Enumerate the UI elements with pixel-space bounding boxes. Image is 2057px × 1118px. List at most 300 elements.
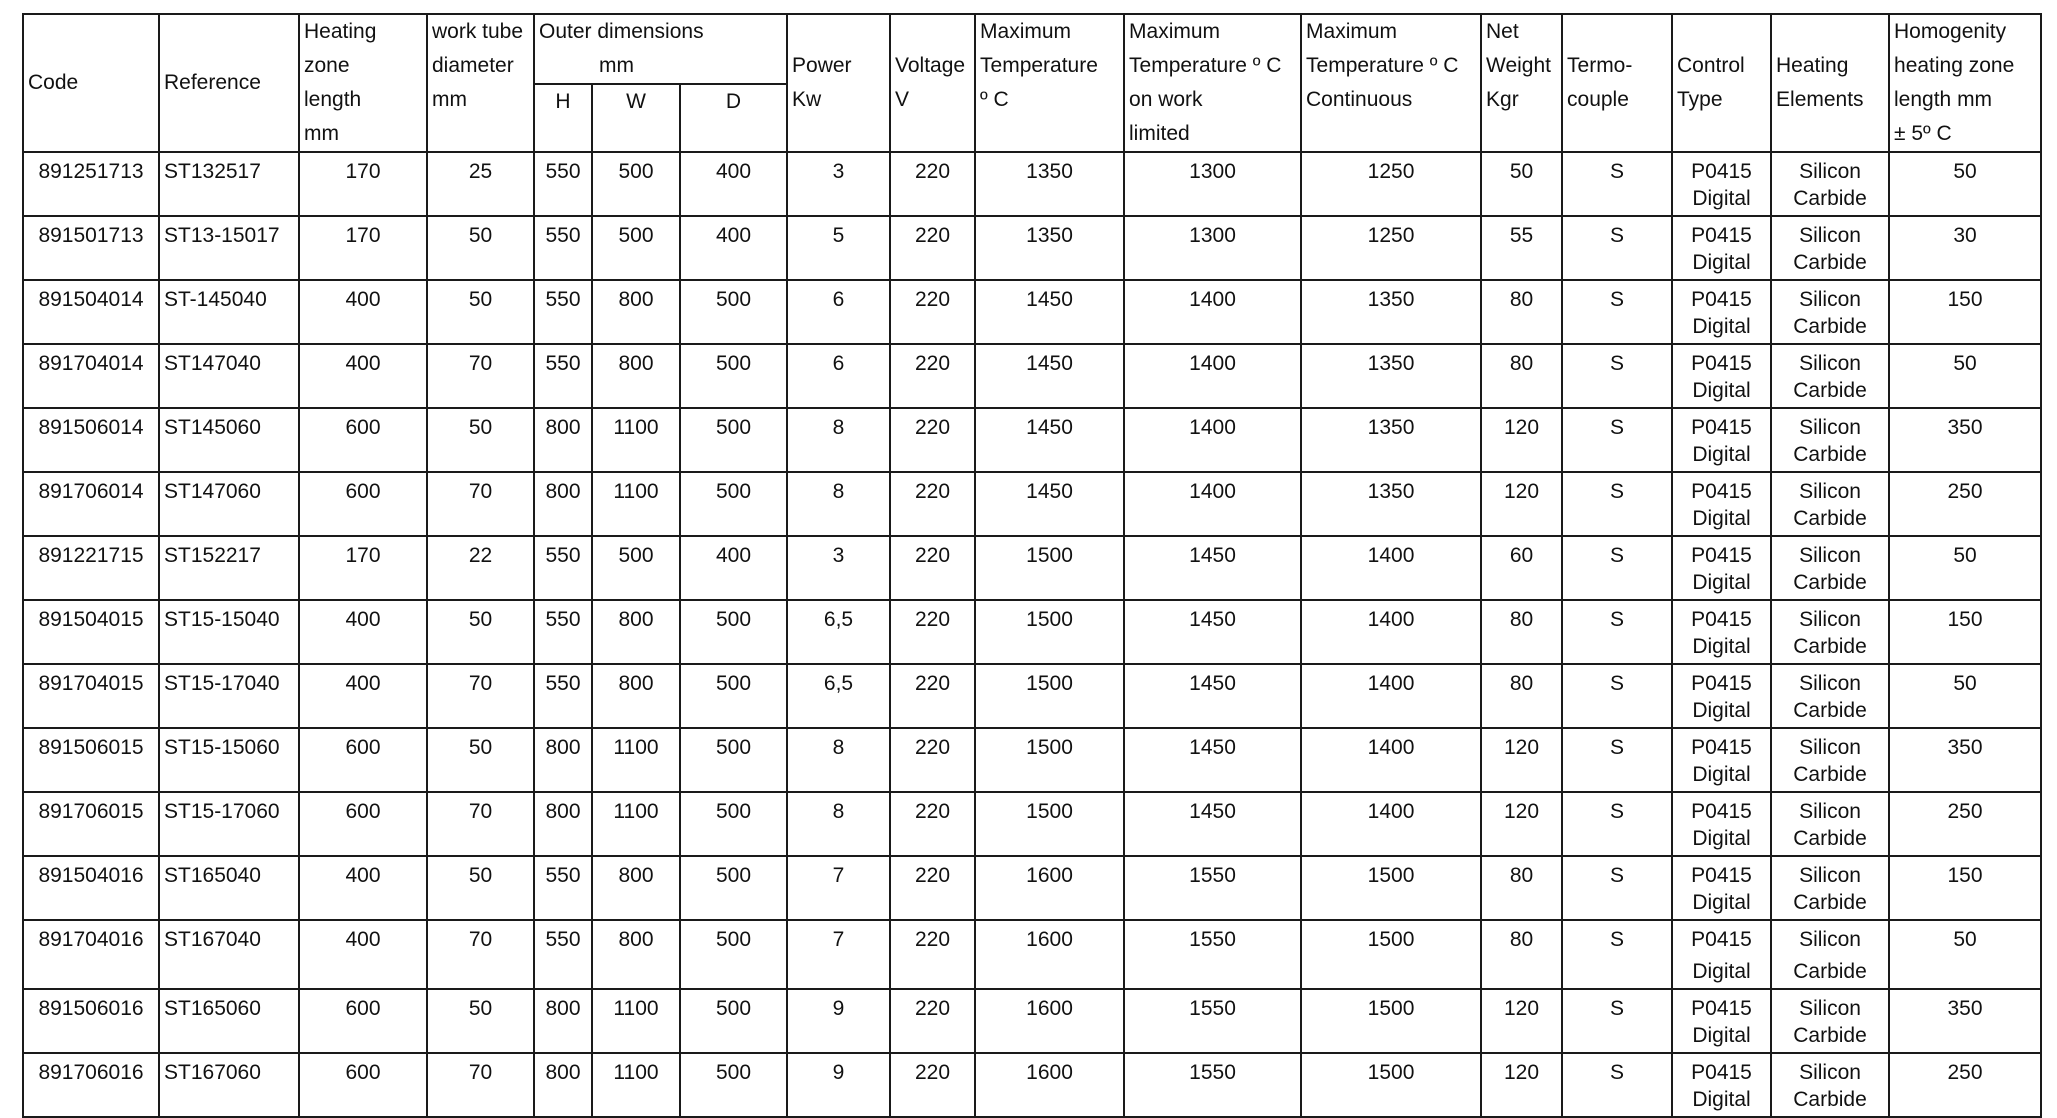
- cell-heating-zone-length: 170: [299, 216, 427, 280]
- cell-heating-elements-line: Carbide: [1793, 571, 1867, 594]
- cell-net-weight: 120: [1481, 728, 1562, 792]
- cell-power: 3: [787, 536, 890, 600]
- cell-thermocouple: S: [1562, 920, 1672, 989]
- cell-max-temperature-work: 1550: [1124, 856, 1301, 920]
- header-homogeneity: Homogenity heating zone length mm ± 5º C: [1889, 14, 2041, 152]
- cell-homogeneity: 50: [1889, 152, 2041, 216]
- cell-max-temperature-work: 1400: [1124, 472, 1301, 536]
- cell-outer-h: 550: [534, 536, 592, 600]
- cell-outer-d: 400: [680, 216, 787, 280]
- cell-tube-diameter: 70: [427, 472, 534, 536]
- cell-heating-elements-line: Carbide: [1793, 1024, 1867, 1047]
- cell-outer-h: 800: [534, 1053, 592, 1117]
- cell-tube-diameter: 50: [427, 408, 534, 472]
- header-outer-w: W: [592, 84, 680, 152]
- cell-homogeneity: 150: [1889, 600, 2041, 664]
- cell-thermocouple: S: [1562, 856, 1672, 920]
- cell-outer-h: 550: [534, 600, 592, 664]
- cell-reference: ST145060: [159, 408, 299, 472]
- cell-control-type-line: P0415: [1691, 672, 1752, 695]
- cell-heating-elements-line: Silicon: [1799, 160, 1861, 183]
- table-row: [23, 664, 2041, 728]
- cell-max-temperature-continuous: 1500: [1301, 1053, 1481, 1117]
- cell-thermocouple: S: [1562, 1053, 1672, 1117]
- cell-thermocouple: S: [1562, 280, 1672, 344]
- cell-power: 8: [787, 792, 890, 856]
- cell-heating-elements-line: Silicon: [1799, 1061, 1861, 1084]
- cell-control-type-line: Digital: [1692, 507, 1751, 530]
- cell-heating-elements-line: Silicon: [1799, 352, 1861, 375]
- cell-tube-diameter: 70: [427, 344, 534, 408]
- cell-thermocouple: S: [1562, 344, 1672, 408]
- cell-tube-diameter: 50: [427, 280, 534, 344]
- cell-outer-w: 800: [592, 856, 680, 920]
- cell-heating-elements-line: Carbide: [1793, 960, 1867, 983]
- cell-heating-elements-line: Silicon: [1799, 672, 1861, 695]
- cell-control-type-line: P0415: [1691, 608, 1752, 631]
- cell-thermocouple: S: [1562, 792, 1672, 856]
- cell-heating-elements: [1771, 344, 1889, 408]
- header-net-weight: Net Weight Kgr: [1481, 14, 1562, 152]
- cell-max-temperature: 1500: [975, 536, 1124, 600]
- cell-control-type-line: Digital: [1692, 1024, 1751, 1047]
- cell-max-temperature-work: 1450: [1124, 600, 1301, 664]
- cell-code: 891251713: [23, 152, 159, 216]
- cell-code: 891704014: [23, 344, 159, 408]
- cell-outer-w: 800: [592, 600, 680, 664]
- cell-outer-d: 500: [680, 1053, 787, 1117]
- cell-heating-elements-line: Carbide: [1793, 763, 1867, 786]
- cell-tube-diameter: 50: [427, 989, 534, 1053]
- cell-max-temperature-continuous: 1250: [1301, 152, 1481, 216]
- cell-outer-d: 400: [680, 536, 787, 600]
- cell-homogeneity: 350: [1889, 728, 2041, 792]
- header-heating-zone-length: Heating zone length mm: [299, 14, 427, 152]
- cell-outer-d: 500: [680, 600, 787, 664]
- cell-heating-elements: [1771, 536, 1889, 600]
- cell-heating-elements-line: Silicon: [1799, 544, 1861, 567]
- cell-code: 891506015: [23, 728, 159, 792]
- table-row: [23, 856, 2041, 920]
- cell-heating-zone-length: 600: [299, 408, 427, 472]
- table-row: [23, 408, 2041, 472]
- cell-max-temperature: 1600: [975, 1053, 1124, 1117]
- cell-code: 891706016: [23, 1053, 159, 1117]
- cell-homogeneity: 50: [1889, 920, 2041, 989]
- header-reference: Reference: [159, 14, 299, 152]
- header-code: Code: [23, 14, 159, 152]
- cell-control-type: [1672, 728, 1771, 792]
- cell-heating-zone-length: 600: [299, 728, 427, 792]
- cell-homogeneity: 350: [1889, 408, 2041, 472]
- cell-outer-w: 500: [592, 536, 680, 600]
- cell-heating-zone-length: 400: [299, 920, 427, 989]
- cell-outer-d: 500: [680, 792, 787, 856]
- cell-homogeneity: 250: [1889, 1053, 2041, 1117]
- cell-heating-zone-length: 400: [299, 280, 427, 344]
- cell-voltage: 220: [890, 152, 975, 216]
- cell-outer-d: 500: [680, 856, 787, 920]
- cell-outer-d: 500: [680, 472, 787, 536]
- cell-control-type-line: P0415: [1691, 997, 1752, 1020]
- cell-outer-w: 1100: [592, 989, 680, 1053]
- cell-code: 891706014: [23, 472, 159, 536]
- cell-heating-elements: [1771, 989, 1889, 1053]
- cell-reference: ST15-17040: [159, 664, 299, 728]
- cell-max-temperature-continuous: 1250: [1301, 216, 1481, 280]
- cell-max-temperature: 1500: [975, 792, 1124, 856]
- cell-code: 891221715: [23, 536, 159, 600]
- cell-max-temperature-work: 1400: [1124, 280, 1301, 344]
- header-outer-d: D: [680, 84, 787, 152]
- cell-max-temperature-continuous: 1500: [1301, 920, 1481, 989]
- cell-outer-w: 800: [592, 344, 680, 408]
- table-row: [23, 216, 2041, 280]
- cell-control-type: [1672, 920, 1771, 989]
- header-thermocouple: Termo- couple: [1562, 14, 1672, 152]
- cell-voltage: 220: [890, 408, 975, 472]
- cell-reference: ST13-15017: [159, 216, 299, 280]
- cell-heating-elements: [1771, 1053, 1889, 1117]
- cell-control-type-line: P0415: [1691, 416, 1752, 439]
- cell-max-temperature-work: 1300: [1124, 216, 1301, 280]
- cell-tube-diameter: 50: [427, 728, 534, 792]
- table-row: [23, 792, 2041, 856]
- cell-max-temperature-continuous: 1350: [1301, 280, 1481, 344]
- cell-net-weight: 80: [1481, 920, 1562, 989]
- cell-outer-w: 500: [592, 152, 680, 216]
- cell-outer-d: 500: [680, 989, 787, 1053]
- cell-code: 891506014: [23, 408, 159, 472]
- cell-net-weight: 80: [1481, 856, 1562, 920]
- cell-outer-w: 1100: [592, 472, 680, 536]
- cell-power: 6: [787, 280, 890, 344]
- cell-control-type-line: Digital: [1692, 699, 1751, 722]
- cell-heating-elements-line: Carbide: [1793, 699, 1867, 722]
- cell-net-weight: 120: [1481, 472, 1562, 536]
- cell-power: 7: [787, 920, 890, 989]
- cell-tube-diameter: 50: [427, 216, 534, 280]
- table-body: [23, 152, 2041, 1117]
- cell-max-temperature: 1450: [975, 344, 1124, 408]
- cell-reference: ST15-15040: [159, 600, 299, 664]
- cell-max-temperature-work: 1450: [1124, 664, 1301, 728]
- cell-outer-d: 400: [680, 152, 787, 216]
- cell-homogeneity: 50: [1889, 664, 2041, 728]
- cell-thermocouple: S: [1562, 989, 1672, 1053]
- cell-max-temperature-continuous: 1400: [1301, 728, 1481, 792]
- cell-thermocouple: S: [1562, 728, 1672, 792]
- cell-net-weight: 80: [1481, 664, 1562, 728]
- cell-code: 891704016: [23, 920, 159, 989]
- cell-heating-elements: [1771, 600, 1889, 664]
- cell-reference: ST132517: [159, 152, 299, 216]
- cell-voltage: 220: [890, 472, 975, 536]
- cell-net-weight: 80: [1481, 280, 1562, 344]
- cell-thermocouple: S: [1562, 152, 1672, 216]
- cell-voltage: 220: [890, 536, 975, 600]
- cell-tube-diameter: 50: [427, 856, 534, 920]
- header-max-temperature-work: Maximum Temperature º C on work limited: [1124, 14, 1301, 152]
- cell-control-type-line: P0415: [1691, 1061, 1752, 1084]
- cell-max-temperature: 1500: [975, 600, 1124, 664]
- cell-heating-zone-length: 600: [299, 989, 427, 1053]
- cell-max-temperature-work: 1550: [1124, 989, 1301, 1053]
- cell-code: 891506016: [23, 989, 159, 1053]
- cell-heating-zone-length: 400: [299, 856, 427, 920]
- cell-tube-diameter: 70: [427, 664, 534, 728]
- cell-heating-zone-length: 600: [299, 472, 427, 536]
- cell-control-type-line: Digital: [1692, 763, 1751, 786]
- furnace-spec-table: [22, 13, 2042, 1118]
- cell-max-temperature: 1600: [975, 920, 1124, 989]
- cell-heating-elements-line: Carbide: [1793, 635, 1867, 658]
- cell-heating-elements-line: Silicon: [1799, 416, 1861, 439]
- cell-homogeneity: 250: [1889, 792, 2041, 856]
- cell-max-temperature-work: 1400: [1124, 344, 1301, 408]
- cell-thermocouple: S: [1562, 600, 1672, 664]
- cell-control-type-line: Digital: [1692, 379, 1751, 402]
- cell-voltage: 220: [890, 989, 975, 1053]
- cell-power: 3: [787, 152, 890, 216]
- cell-tube-diameter: 70: [427, 920, 534, 989]
- cell-outer-d: 500: [680, 664, 787, 728]
- cell-heating-elements-line: Carbide: [1793, 443, 1867, 466]
- cell-thermocouple: S: [1562, 408, 1672, 472]
- cell-control-type-line: Digital: [1692, 1088, 1751, 1111]
- cell-max-temperature: 1450: [975, 472, 1124, 536]
- cell-outer-w: 1100: [592, 408, 680, 472]
- cell-heating-elements: [1771, 472, 1889, 536]
- cell-max-temperature-continuous: 1350: [1301, 472, 1481, 536]
- cell-code: 891504016: [23, 856, 159, 920]
- cell-net-weight: 120: [1481, 792, 1562, 856]
- cell-max-temperature: 1500: [975, 728, 1124, 792]
- cell-heating-elements-line: Carbide: [1793, 891, 1867, 914]
- header-heating-elements: Heating Elements: [1771, 14, 1889, 152]
- cell-net-weight: 60: [1481, 536, 1562, 600]
- cell-code: 891501713: [23, 216, 159, 280]
- cell-homogeneity: 150: [1889, 856, 2041, 920]
- cell-heating-elements: [1771, 152, 1889, 216]
- cell-net-weight: 80: [1481, 344, 1562, 408]
- cell-max-temperature-work: 1450: [1124, 728, 1301, 792]
- cell-heating-elements-line: Carbide: [1793, 379, 1867, 402]
- cell-outer-h: 550: [534, 216, 592, 280]
- cell-thermocouple: S: [1562, 536, 1672, 600]
- cell-heating-elements: [1771, 408, 1889, 472]
- cell-heating-elements-line: Silicon: [1799, 608, 1861, 631]
- cell-outer-d: 500: [680, 408, 787, 472]
- cell-outer-h: 800: [534, 728, 592, 792]
- cell-outer-h: 550: [534, 344, 592, 408]
- cell-reference: ST167040: [159, 920, 299, 989]
- cell-control-type: [1672, 664, 1771, 728]
- cell-outer-d: 500: [680, 280, 787, 344]
- cell-max-temperature-continuous: 1500: [1301, 989, 1481, 1053]
- cell-heating-elements-line: Silicon: [1799, 224, 1861, 247]
- cell-max-temperature-continuous: 1400: [1301, 664, 1481, 728]
- cell-reference: ST167060: [159, 1053, 299, 1117]
- cell-heating-elements: [1771, 664, 1889, 728]
- cell-heating-elements: [1771, 728, 1889, 792]
- cell-voltage: 220: [890, 920, 975, 989]
- cell-reference: ST15-15060: [159, 728, 299, 792]
- cell-heating-zone-length: 170: [299, 536, 427, 600]
- cell-heating-elements-line: Carbide: [1793, 315, 1867, 338]
- cell-outer-h: 550: [534, 152, 592, 216]
- cell-heating-elements: [1771, 920, 1889, 989]
- cell-heating-elements: [1771, 216, 1889, 280]
- cell-reference: ST15-17060: [159, 792, 299, 856]
- cell-homogeneity: 50: [1889, 536, 2041, 600]
- cell-heating-elements-line: Carbide: [1793, 187, 1867, 210]
- cell-voltage: 220: [890, 216, 975, 280]
- cell-power: 8: [787, 472, 890, 536]
- cell-outer-w: 800: [592, 280, 680, 344]
- cell-max-temperature-continuous: 1400: [1301, 600, 1481, 664]
- cell-power: 9: [787, 989, 890, 1053]
- cell-max-temperature: 1450: [975, 280, 1124, 344]
- cell-reference: ST165040: [159, 856, 299, 920]
- cell-max-temperature-continuous: 1500: [1301, 856, 1481, 920]
- cell-tube-diameter: 50: [427, 600, 534, 664]
- cell-outer-d: 500: [680, 728, 787, 792]
- cell-outer-d: 500: [680, 920, 787, 989]
- cell-thermocouple: S: [1562, 472, 1672, 536]
- cell-voltage: 220: [890, 600, 975, 664]
- cell-reference: ST152217: [159, 536, 299, 600]
- cell-reference: ST147040: [159, 344, 299, 408]
- cell-outer-w: 500: [592, 216, 680, 280]
- cell-outer-w: 1100: [592, 1053, 680, 1117]
- cell-heating-elements-line: Carbide: [1793, 1088, 1867, 1111]
- cell-control-type: [1672, 989, 1771, 1053]
- cell-control-type-line: Digital: [1692, 443, 1751, 466]
- header-power: Power Kw: [787, 14, 890, 152]
- cell-voltage: 220: [890, 856, 975, 920]
- cell-thermocouple: S: [1562, 216, 1672, 280]
- cell-max-temperature-work: 1550: [1124, 1053, 1301, 1117]
- cell-control-type: [1672, 216, 1771, 280]
- cell-power: 8: [787, 408, 890, 472]
- cell-outer-h: 550: [534, 664, 592, 728]
- cell-max-temperature-continuous: 1350: [1301, 408, 1481, 472]
- header-outer-h: H: [534, 84, 592, 152]
- cell-control-type: [1672, 344, 1771, 408]
- cell-power: 5: [787, 216, 890, 280]
- cell-reference: ST147060: [159, 472, 299, 536]
- cell-tube-diameter: 22: [427, 536, 534, 600]
- cell-control-type: [1672, 472, 1771, 536]
- cell-homogeneity: 250: [1889, 472, 2041, 536]
- cell-outer-h: 550: [534, 856, 592, 920]
- cell-control-type-line: P0415: [1691, 864, 1752, 887]
- cell-heating-elements-line: Carbide: [1793, 507, 1867, 530]
- cell-max-temperature-work: 1400: [1124, 408, 1301, 472]
- table-row: [23, 920, 2041, 989]
- cell-outer-h: 800: [534, 792, 592, 856]
- cell-power: 6,5: [787, 664, 890, 728]
- cell-control-type-line: Digital: [1692, 187, 1751, 210]
- cell-tube-diameter: 70: [427, 1053, 534, 1117]
- cell-homogeneity: 30: [1889, 216, 2041, 280]
- table-row: [23, 1053, 2041, 1117]
- cell-net-weight: 120: [1481, 408, 1562, 472]
- table-row: [23, 152, 2041, 216]
- cell-power: 9: [787, 1053, 890, 1117]
- cell-thermocouple: S: [1562, 664, 1672, 728]
- cell-voltage: 220: [890, 728, 975, 792]
- cell-heating-elements-line: Carbide: [1793, 827, 1867, 850]
- cell-control-type-line: P0415: [1691, 160, 1752, 183]
- table-row: [23, 728, 2041, 792]
- cell-net-weight: 50: [1481, 152, 1562, 216]
- cell-heating-zone-length: 400: [299, 600, 427, 664]
- cell-max-temperature: 1600: [975, 856, 1124, 920]
- cell-code: 891706015: [23, 792, 159, 856]
- cell-control-type-line: P0415: [1691, 736, 1752, 759]
- cell-outer-w: 800: [592, 664, 680, 728]
- cell-outer-h: 800: [534, 408, 592, 472]
- cell-control-type-line: Digital: [1692, 960, 1751, 983]
- cell-control-type-line: P0415: [1691, 928, 1752, 951]
- header-control-type: Control Type: [1672, 14, 1771, 152]
- cell-max-temperature-work: 1300: [1124, 152, 1301, 216]
- cell-max-temperature: 1350: [975, 216, 1124, 280]
- table-row: [23, 344, 2041, 408]
- header-max-temperature-continuous: Maximum Temperature º C Continuous: [1301, 14, 1481, 152]
- cell-heating-elements: [1771, 280, 1889, 344]
- cell-outer-w: 1100: [592, 728, 680, 792]
- cell-heating-elements: [1771, 792, 1889, 856]
- cell-max-temperature: 1600: [975, 989, 1124, 1053]
- cell-net-weight: 120: [1481, 1053, 1562, 1117]
- cell-max-temperature-continuous: 1400: [1301, 792, 1481, 856]
- cell-heating-elements-line: Silicon: [1799, 800, 1861, 823]
- cell-outer-w: 1100: [592, 792, 680, 856]
- cell-control-type: [1672, 408, 1771, 472]
- cell-outer-h: 550: [534, 920, 592, 989]
- header-work-tube-diameter: work tube diameter mm: [427, 14, 534, 152]
- cell-voltage: 220: [890, 664, 975, 728]
- cell-control-type-line: Digital: [1692, 571, 1751, 594]
- cell-outer-h: 800: [534, 989, 592, 1053]
- cell-max-temperature: 1500: [975, 664, 1124, 728]
- cell-heating-elements-line: Silicon: [1799, 480, 1861, 503]
- cell-heating-zone-length: 170: [299, 152, 427, 216]
- cell-voltage: 220: [890, 1053, 975, 1117]
- cell-control-type-line: Digital: [1692, 827, 1751, 850]
- cell-voltage: 220: [890, 280, 975, 344]
- table-row: [23, 280, 2041, 344]
- cell-heating-elements-line: Silicon: [1799, 288, 1861, 311]
- cell-control-type-line: P0415: [1691, 288, 1752, 311]
- cell-heating-elements-line: Silicon: [1799, 928, 1861, 951]
- cell-heating-elements-line: Carbide: [1793, 251, 1867, 274]
- cell-net-weight: 120: [1481, 989, 1562, 1053]
- cell-control-type: [1672, 792, 1771, 856]
- cell-control-type-line: P0415: [1691, 800, 1752, 823]
- cell-heating-zone-length: 400: [299, 664, 427, 728]
- cell-net-weight: 55: [1481, 216, 1562, 280]
- cell-max-temperature: 1450: [975, 408, 1124, 472]
- cell-heating-elements-line: Silicon: [1799, 864, 1861, 887]
- cell-control-type: [1672, 536, 1771, 600]
- cell-max-temperature-continuous: 1400: [1301, 536, 1481, 600]
- cell-control-type: [1672, 280, 1771, 344]
- cell-control-type-line: Digital: [1692, 251, 1751, 274]
